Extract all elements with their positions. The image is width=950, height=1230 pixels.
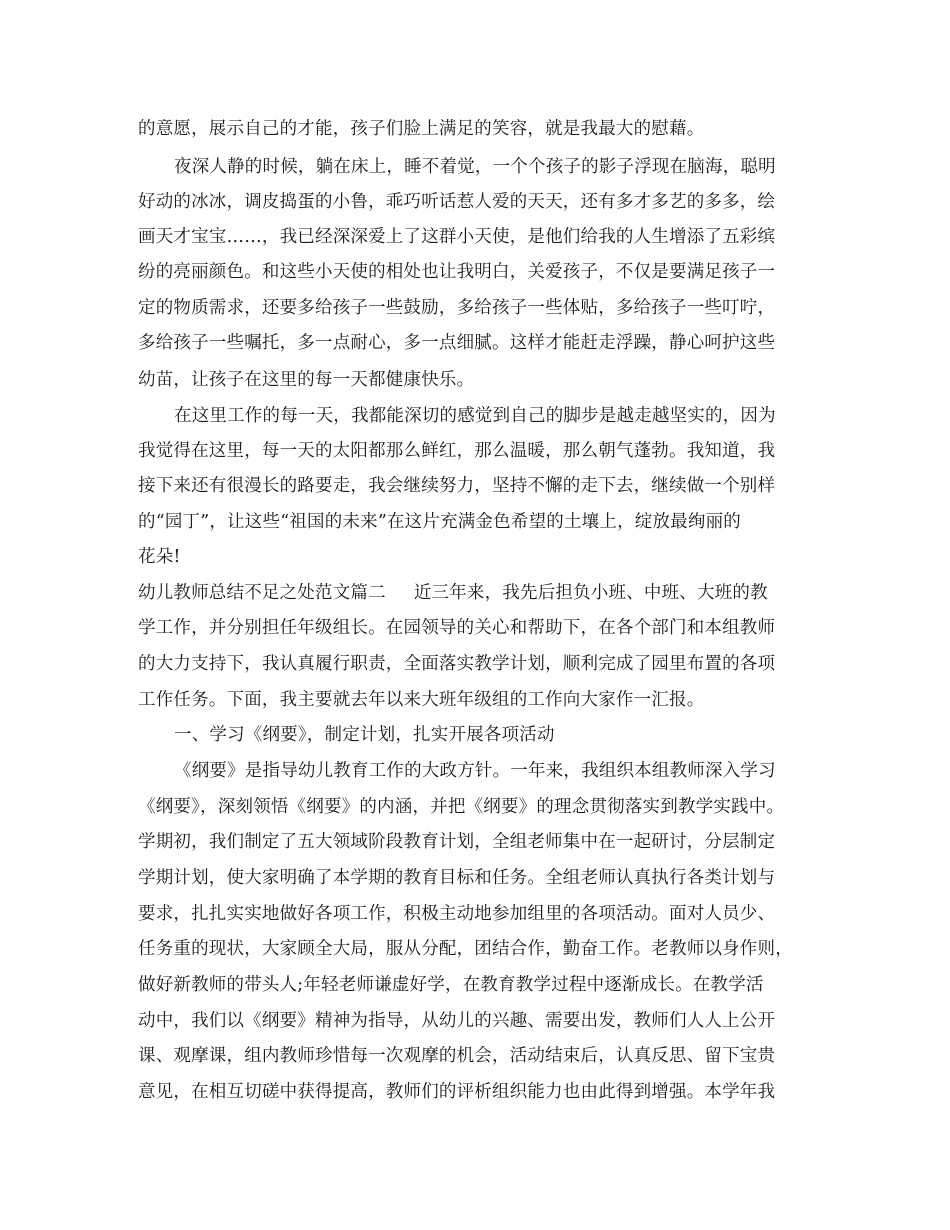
text-line: 做好新教师的带头人;年轻老师谦虚好学，在教育教学过程中逐渐成长。在教学活 — [138, 975, 764, 995]
text-line: 课、观摩课，组内教师珍惜每一次观摩的机会，活动结束后，认真反思、留下宝贵 — [138, 1046, 776, 1066]
text-line: 好动的冰冰，调皮捣蛋的小鲁，乖巧听话惹人爱的天天，还有多才多艺的多多，绘 — [138, 192, 776, 212]
text-line: 动中，我们以《纲要》精神为指导，从幼儿的兴趣、需要出发，教师们人人上公开 — [138, 1011, 776, 1031]
text-line: 幼苗，让孩子在这里的每一天都健康快乐。 — [138, 370, 475, 390]
text-line: 学工作，并分别担任年级组长。在园领导的关心和帮助下，在各个部门和本组教师 — [138, 618, 776, 638]
text-line: 工作任务。下面，我主要就去年以来大班年级组的工作向大家作一汇报。 — [138, 690, 705, 710]
text-line: 的大力支持下，我认真履行职责，全面落实教学计划，顺利完成了园里布置的各项 — [138, 654, 776, 674]
text-line: 任务重的现状，大家顾全大局，服从分配，团结合作，勤奋工作。老教师以身作则， — [138, 939, 793, 959]
text-line: 定的物质需求，还要多给孩子一些鼓励，多给孩子一些体贴，多给孩子一些叮咛， — [138, 298, 776, 318]
text-line: 《纲要》，深刻领悟《纲要》的内涵，并把《纲要》的理念贯彻落实到教学实践中。 — [138, 797, 785, 817]
paragraph-start-line: 夜深人静的时候，躺在床上，睡不着觉，一个个孩子的影子浮现在脑海，聪明 — [174, 157, 776, 177]
text-line: 多给孩子一些嘱托，多一点耐心，多一点细腻。这样才能赶走浮躁，静心呵护这些 — [138, 333, 776, 353]
text-line: 画天才宝宝……，我已经深深爱上了这群小天使，是他们给我的人生增添了五彩缤 — [138, 227, 776, 247]
subheading-line: 一、学习《纲要》，制定计划，扎实开展各项活动 — [174, 725, 555, 745]
paragraph-start-line: 在这里工作的每一天，我都能深切的感觉到自己的脚步是越走越坚实的，因为 — [174, 406, 776, 426]
text-line: 花朵! — [138, 547, 181, 567]
text-line: 学期计划，使大家明确了本学期的教育目标和任务。全组老师认真执行各类计划与 — [138, 868, 776, 888]
text-line: 接下来还有很漫长的路要走，我会继续努力，坚持不懈的走下去，继续做一个别样 — [138, 476, 776, 496]
paragraph-start-line: 《纲要》是指导幼儿教育工作的大政方针。一年来，我组织本组教师深入学习 — [174, 761, 776, 781]
text-line: 要求，扎扎实实地做好各项工作，积极主动地参加组里的各项活动。面对人员少、 — [138, 904, 776, 924]
text-line: 我觉得在这里，每一天的太阳都那么鲜红，那么温暖，那么朝气蓬勃。我知道，我 — [138, 441, 776, 461]
section-intro: 近三年来，我先后担负小班、中班、大班的教 — [413, 583, 768, 603]
section-title: 幼儿教师总结不足之处范文篇二 — [138, 583, 386, 603]
text-line: 纷的亮丽颜色。和这些小天使的相处也让我明白，关爱孩子，不仅是要满足孩子一 — [138, 262, 776, 282]
text-line: 意见，在相互切磋中获得提高，教师们的评析组织能力也由此得到增强。本学年我 — [138, 1082, 776, 1102]
section-heading-line — [138, 581, 768, 605]
text-line: 的“园丁”，让这些“祖国的未来”在这片充满金色希望的土壤上，绽放最绚丽的 — [138, 512, 741, 532]
text-line: 的意愿，展示自己的才能，孩子们脸上满足的笑容，就是我最大的慰藉。 — [138, 119, 705, 139]
text-line: 学期初，我们制定了五大领域阶段教育计划，全组老师集中在一起研讨，分层制定 — [138, 832, 776, 852]
